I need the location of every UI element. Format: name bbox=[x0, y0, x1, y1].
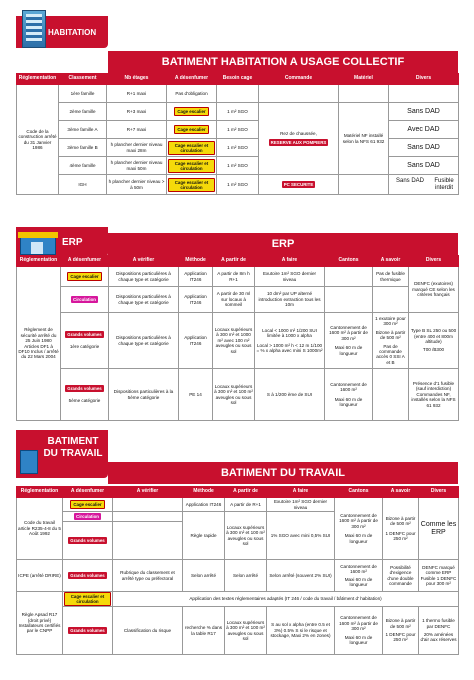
erp-header-apartir: A partir de bbox=[213, 256, 255, 267]
erp-asavoir: Pas de fusible thermique bbox=[373, 267, 409, 287]
erp-header-desenfumer: A désenfumer bbox=[61, 256, 109, 267]
hab-desenfumer: Pas d'obligation bbox=[167, 85, 217, 103]
hab-classement: IGH bbox=[59, 175, 107, 195]
travail-divers-a: 1 thermo fusible par DENFC bbox=[422, 618, 455, 629]
travail-apartir: A partir de R+1 bbox=[225, 498, 267, 512]
travail-desenfumer bbox=[63, 592, 113, 607]
erp-verifier: Dispositions particulières à chaque type et catégorie bbox=[109, 287, 179, 313]
erp-divers-b: T00 /B300 bbox=[422, 347, 445, 353]
travail-header-verifier: A vérifier bbox=[113, 487, 183, 498]
erp-cantons-a: Cantonnement de 1600 m² à partir de 300 m² bbox=[329, 324, 368, 341]
travail-header-desenfumer: A désenfumer bbox=[63, 487, 113, 498]
hab-header-besoin: Besoin cage bbox=[217, 74, 259, 85]
travail-verifier: Rubrique du classement et arrêté type ou préfectoral bbox=[113, 560, 183, 592]
travail-header-cantons: Cantons bbox=[335, 487, 383, 498]
erp-grands-volumes-badge: Grands volumes bbox=[67, 386, 102, 392]
travail-apartir: Locaux supérieurs à 300 m² et 100 m² aveugles ou sous sol bbox=[225, 607, 267, 655]
erp-verifier: Dispositions particulières à chaque type et catégorie bbox=[109, 267, 179, 287]
erp-header-afaire: A faire bbox=[255, 256, 325, 267]
travail-afaire: 1% SGO avec mini 0,5% SUI bbox=[267, 512, 335, 560]
hab-header-commande: Commande bbox=[259, 74, 339, 85]
hab-besoin bbox=[217, 85, 259, 103]
hab-divers: Sans DAD bbox=[389, 139, 459, 157]
hab-besoin: 1 m² SGO bbox=[217, 121, 259, 139]
erp-header-methode: Méthode bbox=[179, 256, 213, 267]
travail-methode: Application IT246 bbox=[183, 498, 225, 512]
travail-cage-escalier-circulation-badge: Cage escalier et circulation bbox=[64, 592, 111, 606]
erp-verifier: Dispositions particulières à chaque type et catégorie bbox=[109, 313, 179, 369]
hab-header-etages: Nb étages bbox=[107, 74, 167, 85]
hab-divers bbox=[389, 85, 459, 103]
travail-cage-escalier-badge: Cage escalier bbox=[70, 500, 104, 509]
habitation-table bbox=[16, 73, 459, 195]
travail-title: BATIMENT DU TRAVAIL bbox=[220, 467, 346, 479]
travail-circulation-badge: Circulation bbox=[76, 514, 99, 519]
travail-tag bbox=[16, 430, 108, 478]
hab-header-reglementation: Réglementation bbox=[17, 74, 59, 85]
travail-header-divers: Divers bbox=[419, 487, 459, 498]
hab-classement: 1ère famille bbox=[59, 85, 107, 103]
travail-methode: recherche % dans la table R17 bbox=[183, 607, 225, 655]
travail-note: Application des textes réglementaires adaptés (IT 246 / code du travail / bâtiment d' habitation) bbox=[113, 592, 459, 607]
habitation-title: BATIMENT HABITATION A USAGE COLLECTIF bbox=[108, 51, 458, 73]
travail-header-asavoir: A savoir bbox=[383, 487, 419, 498]
erp-cantons bbox=[325, 313, 373, 369]
hab-commande-igh bbox=[259, 175, 339, 195]
travail-cantons-a: Cantonnement de 1600 m² à partir de 300 m² bbox=[339, 512, 378, 529]
hab-commande bbox=[259, 103, 339, 175]
hab-etages: R+1 maxi bbox=[107, 85, 167, 103]
erp-methode: Application IT246 bbox=[179, 313, 213, 369]
travail-desenfumer bbox=[63, 522, 113, 560]
erp-desenfumer bbox=[61, 369, 109, 421]
hab-desenfumer bbox=[167, 139, 217, 157]
erp-circulation-badge: Circulation bbox=[73, 297, 96, 302]
hab-classement: 4ème famille bbox=[59, 157, 107, 175]
cage-escalier-badge: Cage escalier bbox=[174, 107, 208, 116]
hab-materiel-empty bbox=[339, 85, 389, 103]
travail-apartir: Selon arrêté bbox=[225, 560, 267, 592]
erp-divers-a: Type B SL 250 ou 500 (entre 400 et 800m altitude) bbox=[410, 328, 457, 344]
hab-besoin: 1 m² SGO bbox=[217, 157, 259, 175]
travail-cantons-f: Maxi 60 m de longueur bbox=[344, 634, 373, 646]
cage-escalier-badge: Cage escalier bbox=[174, 125, 208, 134]
erp-header-verifier: A vérifier bbox=[109, 256, 179, 267]
travail-tag-label: BATIMENT DU TRAVAIL bbox=[43, 436, 103, 459]
hab-divers: Sans DAD bbox=[389, 103, 459, 121]
erp-cantons-c: Cantonnement de 1600 m² bbox=[330, 381, 367, 393]
travail-asavoir: Possibilité d'exigence d'une double commande bbox=[383, 560, 419, 592]
hab-header-desenfumer: A désenfumer bbox=[167, 74, 217, 85]
erp-apartir: A partir de 8m h R+1 bbox=[213, 267, 255, 287]
hab-desenfumer bbox=[167, 157, 217, 175]
erp-afaire: 10 dm² par UP alterné introduction extraction tous les 10m bbox=[255, 287, 325, 313]
travail-reg-code: Code du travail article R235-4-8 du 5 Août 1992 bbox=[17, 498, 63, 560]
hab-desenfumer bbox=[167, 121, 217, 139]
travail-cantons bbox=[335, 607, 383, 655]
erp-grands-volumes-badge: Grands volumes bbox=[67, 332, 102, 338]
travail-cantons bbox=[335, 560, 383, 592]
hab-etages: h plancher dernier niveau > à 50m bbox=[107, 175, 167, 195]
hab-besoin: 1 m² SGO bbox=[217, 103, 259, 121]
erp-asavoir bbox=[373, 313, 409, 369]
travail-divers-b: 20% aménées d'air aux réserves bbox=[420, 632, 457, 643]
erp-apartir: A partir de 30 ml sur locaux à sommeil bbox=[213, 287, 255, 313]
travail-verifier-empty bbox=[113, 512, 183, 522]
travail-grands-volumes-badge: Grands volumes bbox=[70, 538, 105, 543]
erp-desenfumer bbox=[61, 287, 109, 313]
erp-table bbox=[16, 255, 459, 421]
travail-cantons-c: Cantonnement de 1600 m² bbox=[340, 563, 377, 575]
hab-classement: 3ème famille B bbox=[59, 139, 107, 157]
travail-asavoir-c: Bizone à partir de 500 m² bbox=[385, 618, 416, 629]
travail-cantons-d: Maxi 60 m de longueur bbox=[344, 576, 373, 587]
travail-afaire: Exutoire 1m² SGO dernier niveau bbox=[267, 498, 335, 512]
erp-asavoir-empty bbox=[373, 287, 409, 313]
erp-asavoir-b: Bizone à partir de 500 m² bbox=[375, 329, 406, 341]
cage-escalier-circulation-badge: Cage escalier et circulation bbox=[168, 159, 215, 173]
travail-header-apartir: A partir de bbox=[225, 487, 267, 498]
travail-cantons-e: Cantonnement de 1600 m² à partir de 300 m² bbox=[339, 615, 378, 632]
travail-divers: DENFC marqué comme ERP Fusible 1 DENFC pour 300 m² bbox=[419, 560, 459, 592]
hab-header-classement: Classement bbox=[59, 74, 107, 85]
erp-cantons-d: Maxi 60 m de longueur bbox=[334, 396, 363, 407]
hab-etages: R+7 maxi bbox=[107, 121, 167, 139]
hab-besoin: 1 m² SGO bbox=[217, 175, 259, 195]
factory-icon bbox=[20, 450, 38, 474]
habitation-tag bbox=[16, 16, 108, 48]
travail-divers: Comme les ERP bbox=[419, 498, 459, 560]
travail-verifier-empty bbox=[113, 498, 183, 512]
travail-verifier: Classification du risque bbox=[113, 607, 183, 655]
pc-securite-badge: PC SECURITE bbox=[283, 182, 314, 187]
hab-materiel: Matériel NF installé selon la NFS 61 932 bbox=[339, 103, 389, 175]
erp-divers: Présence d'1 fusible (sauf interdiction) Commandes NF, installés selon la NFS 61 932 bbox=[409, 369, 459, 421]
hab-classement: 3ème famille A bbox=[59, 121, 107, 139]
travail-asavoir bbox=[383, 607, 419, 655]
travail-apartir: Locaux supérieurs à 300 m² et 100 m² aveugles ou sous sol bbox=[225, 512, 267, 560]
hab-classement: 2ème famille bbox=[59, 103, 107, 121]
erp-methode: PE 14 bbox=[179, 369, 213, 421]
hab-etages: h plancher dernier niveau maxi 50m bbox=[107, 157, 167, 175]
travail-grands-volumes-badge: Grands volumes bbox=[70, 628, 105, 633]
erp-apartir: Locaux supérieurs à 300 m² et 100 m² aveugles ou sous sol bbox=[213, 369, 255, 421]
erp-section bbox=[16, 227, 458, 417]
travail-reg-icpe: ICPE (arrêté DRIRE) bbox=[17, 560, 63, 592]
travail-asavoir-d: 1 DENFC pour 250 m² bbox=[385, 632, 416, 643]
erp-categorie: 1ère catégorie bbox=[69, 344, 100, 350]
travail-desenfumer bbox=[63, 498, 113, 512]
erp-verifier: Dispositions particulières à la 5ème catégorie bbox=[109, 369, 179, 421]
travail-header-reglementation: Réglementation bbox=[17, 487, 63, 498]
erp-desenfumer bbox=[61, 267, 109, 287]
hab-reglementation: Code de la construction arrêté du 31 Janvier 1986 bbox=[17, 85, 59, 195]
habitation-tag-label: HABITATION bbox=[48, 28, 97, 37]
travail-header-methode: Méthode bbox=[183, 487, 225, 498]
cage-escalier-circulation-badge: Cage escalier et circulation bbox=[168, 178, 215, 192]
travail-header-afaire: A faire bbox=[267, 487, 335, 498]
travail-divers bbox=[419, 607, 459, 655]
erp-reglementation: Règlement de sécurité arrêté du 25 Juin 1980 Articles DF1 à DF10 Inclus / arrêté du 22 Mars 2004 bbox=[17, 267, 61, 421]
hab-header-materiel: Matériel bbox=[339, 74, 389, 85]
erp-afaire-b: Local > 1000 m² h < 12 m 1/100 = % x alpha avec mini S 1000m² bbox=[256, 342, 323, 353]
travail-asavoir bbox=[383, 498, 419, 560]
travail-table bbox=[16, 486, 459, 655]
travail-verifier-empty bbox=[113, 522, 183, 560]
hab-header-divers: Divers bbox=[389, 74, 459, 85]
hab-divers: Sans DAD bbox=[389, 157, 459, 175]
hab-materiel-igh bbox=[339, 175, 389, 195]
erp-methode: Application IT246 bbox=[179, 267, 213, 287]
cage-escalier-circulation-badge: Cage escalier et circulation bbox=[168, 141, 215, 155]
commande-text: Rez de chaussée, bbox=[280, 131, 317, 137]
hab-divers bbox=[389, 175, 459, 195]
travail-desenfumer bbox=[63, 607, 113, 655]
erp-apartir: Locaux supérieurs à 300 m² et 1000 m² avec 100 m² aveugles ou sous sol bbox=[213, 313, 255, 369]
erp-header-asavoir: A savoir bbox=[373, 256, 409, 267]
erp-title-text: ERP bbox=[271, 238, 295, 250]
erp-cantons-empty bbox=[325, 267, 373, 287]
hab-desenfumer bbox=[167, 103, 217, 121]
travail-asavoir-b: 1 DENFC pour 250 m² bbox=[385, 530, 416, 541]
reserve-pompiers-badge: RESERVE AUX POMPIERS bbox=[270, 139, 327, 145]
erp-header-divers: Divers bbox=[409, 256, 459, 267]
erp-afaire-a: Local < 1000 m² 1/200 SUI limitée à 1000 x alpha bbox=[262, 327, 317, 339]
hab-desenfumer bbox=[167, 175, 217, 195]
travail-afaire: Selon arrêté (souvent 2% SUI) bbox=[267, 560, 335, 592]
travail-grands-volumes-badge: Grands volumes bbox=[70, 573, 105, 578]
building-icon bbox=[22, 10, 46, 48]
travail-reg-apsad: Règle Apsad R17 (droit privé) Installateurs certifiés par le CNPP bbox=[17, 592, 63, 655]
hab-besoin: 1 m² SGO bbox=[217, 139, 259, 157]
hab-commande-empty bbox=[259, 85, 339, 103]
erp-afaire: Exutoire 1m² SGO dernier niveau bbox=[255, 267, 325, 287]
travail-afaire: S au sol x alpha (entre 0.5 et 3%) 0.5% S si le risque et stockage, Maxi 2% en zones) bbox=[267, 607, 335, 655]
hab-etages: h plancher dernier niveau maxi 28m bbox=[107, 139, 167, 157]
erp-afaire: S à 1/200 ème de SUI bbox=[255, 369, 325, 421]
travail-asavoir-a: Bizone à partir de 500 m² bbox=[385, 515, 416, 527]
erp-tag-label: ERP bbox=[62, 237, 83, 248]
hab-divers-dad: Sans DAD bbox=[396, 177, 425, 184]
habitation-section bbox=[16, 14, 458, 227]
erp-divers bbox=[409, 313, 459, 369]
travail-section bbox=[16, 430, 458, 675]
erp-cantons bbox=[325, 369, 373, 421]
erp-cantons-empty bbox=[325, 287, 373, 313]
erp-asavoir-empty bbox=[373, 369, 409, 421]
hab-etages: R+3 maxi bbox=[107, 103, 167, 121]
travail-desenfumer bbox=[63, 560, 113, 592]
travail-methode: Selon arrêté bbox=[183, 560, 225, 592]
travail-cantons-b: Maxi 60 m de longueur bbox=[344, 533, 373, 544]
hab-divers: Avec DAD bbox=[389, 121, 459, 139]
erp-header-cantons: Cantons bbox=[325, 256, 373, 267]
hab-divers-fusible: Fusible interdit bbox=[434, 177, 454, 191]
travail-cantons bbox=[335, 498, 383, 560]
travail-desenfumer bbox=[63, 512, 113, 522]
erp-asavoir-a: 1 exutoire pour 300 m² bbox=[375, 315, 406, 327]
erp-categorie: 5ème catégorie bbox=[68, 398, 101, 404]
erp-desenfumer bbox=[61, 313, 109, 369]
erp-divers: DENFC (exutoires) marqué CE selon les critères français bbox=[409, 267, 459, 313]
travail-methode: Règle rapide bbox=[183, 512, 225, 560]
erp-cage-escalier-badge: Cage escalier bbox=[67, 272, 101, 281]
erp-header-reglementation: Réglementation bbox=[17, 256, 61, 267]
erp-asavoir-c: Pas de commande accès 0 SSI A et B bbox=[376, 343, 405, 365]
erp-cantons-b: Maxi 60 m de longueur bbox=[334, 345, 363, 356]
erp-methode: Application IT246 bbox=[179, 287, 213, 313]
erp-afaire bbox=[255, 313, 325, 369]
